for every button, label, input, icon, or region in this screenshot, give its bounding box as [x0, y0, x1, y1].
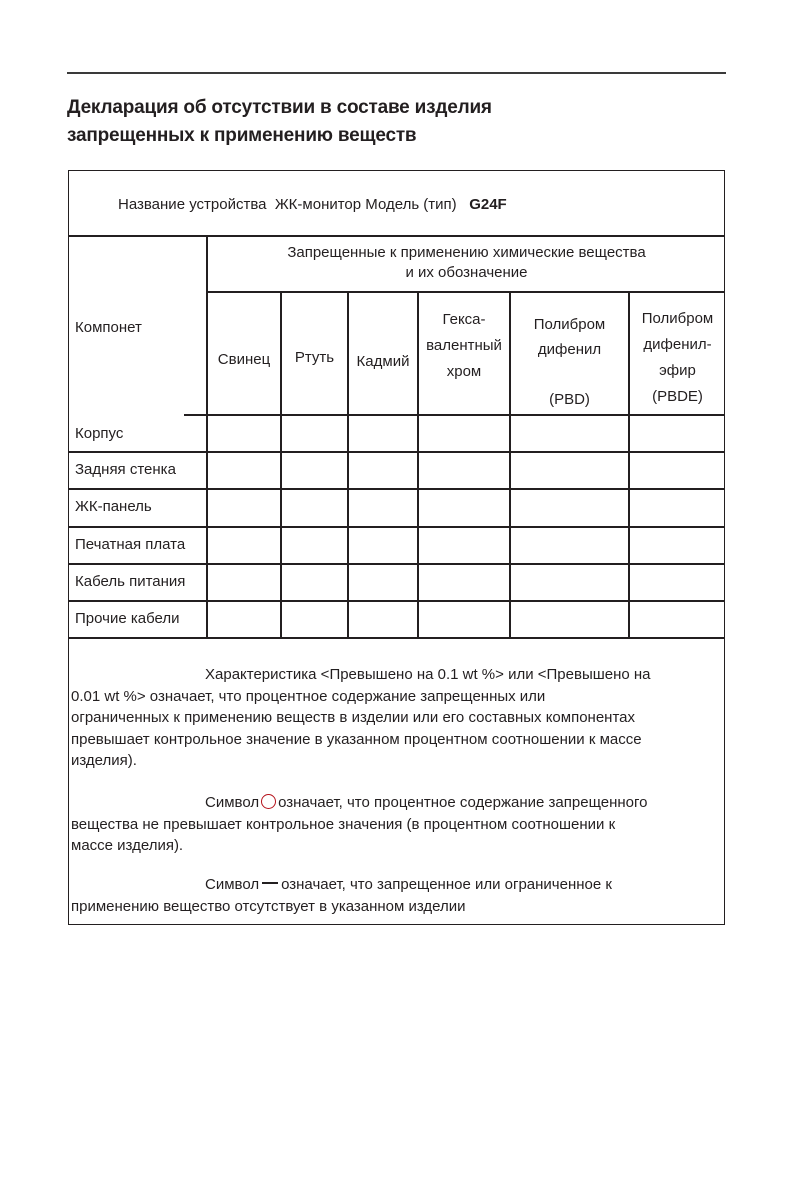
header-line: Полибром [533, 316, 606, 333]
header-line: дифенил- [643, 336, 712, 353]
device-name-label: Название устройства [118, 196, 267, 213]
title-line-1: Декларация об отсутствии в составе изделия [67, 97, 492, 118]
circle-icon [261, 794, 276, 809]
header-line [511, 362, 628, 387]
note-text: Характеристика <Превышено на 0.1 wt %> или <Превышено на [205, 666, 651, 683]
header-line: Полибром [641, 310, 714, 327]
note-text: Символ [205, 876, 260, 893]
column-header-hexavalent-chromium [419, 307, 509, 385]
title-line-2: запрещенных к применению веществ [67, 125, 417, 146]
device-info [118, 196, 507, 213]
note-text: означает, что запрещенное или ограниченное к [281, 876, 612, 893]
header-line: Гекса- [442, 311, 486, 328]
model-value: G24F [469, 196, 507, 213]
model-label: Модель (тип) [365, 196, 457, 213]
divider [347, 291, 349, 638]
column-header-lead: Свинец [217, 351, 271, 368]
row-label-other-cables: Прочие кабели [75, 610, 180, 627]
note-text: превышает контрольное значение в указанном процентном соотношении к массе [71, 730, 642, 748]
divider [68, 451, 725, 453]
divider [68, 600, 725, 602]
top-rule [67, 72, 726, 74]
note-text: массе изделия). [71, 837, 184, 854]
column-header-pbde [630, 306, 725, 410]
note-exceed-threshold [71, 664, 723, 772]
column-header-mercury: Ртуть [294, 349, 335, 366]
header-line: дифенил [537, 341, 602, 358]
row-label-pcb: Печатная плата [75, 536, 186, 553]
divider [184, 414, 725, 416]
header-line: (PBDE) [652, 388, 703, 405]
note-text: 0.01 wt %> означает, что процентное содержание запрещенных или [71, 687, 546, 705]
divider [68, 235, 725, 237]
substances-group-header [208, 243, 725, 283]
header-line: (PBD) [549, 391, 590, 408]
header-line: эфир [659, 362, 696, 379]
note-dash-symbol [71, 874, 723, 917]
dash-icon [262, 882, 278, 884]
divider [68, 526, 725, 528]
row-label-power-cable: Кабель питания [75, 573, 186, 590]
group-header-line-1: Запрещенные к применению химические вещества [287, 244, 646, 261]
note-text: вещества не превышает контрольное значения (в процентном соотношении к [71, 815, 616, 833]
note-text: изделия). [71, 752, 137, 769]
header-line: валентный [426, 337, 502, 354]
divider [68, 563, 725, 565]
device-name-value: ЖК-монитор [274, 196, 362, 213]
header-line: хром [446, 363, 482, 380]
component-column-header: Компонет [75, 319, 142, 336]
note-text: Символ [205, 794, 260, 811]
note-text: означает, что процентное содержание запрещенного [278, 794, 648, 811]
row-label-housing: Корпус [75, 425, 124, 442]
group-header-line-2: и их обозначение [405, 264, 528, 281]
column-header-cadmium: Кадмий [356, 353, 410, 370]
divider [68, 637, 725, 639]
row-label-lcd-panel: ЖК-панель [75, 498, 152, 515]
row-label-back-cover: Задняя стенка [75, 461, 176, 478]
note-text: применению вещество отсутствует в указанном изделии [71, 897, 466, 915]
column-header-pbb [511, 312, 628, 412]
page-title [67, 94, 492, 150]
divider [280, 291, 282, 638]
divider [206, 235, 208, 638]
divider [68, 488, 725, 490]
note-text: ограниченных к применению веществ в изделии или его составных компонентах [71, 709, 636, 726]
note-circle-symbol [71, 792, 723, 857]
divider [207, 291, 725, 293]
